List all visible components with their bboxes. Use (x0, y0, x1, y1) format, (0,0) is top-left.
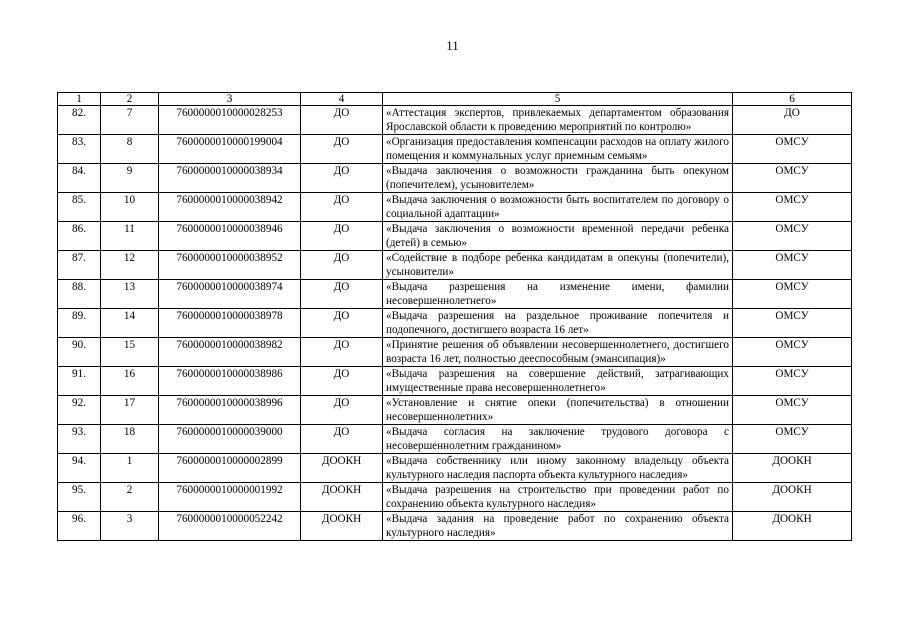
service-name-cell: «Выдача задания на проведение работ по сохранению объекта культурного наследия» (383, 512, 733, 541)
sub-number-cell: 14 (101, 309, 159, 338)
department-cell: ДО (301, 222, 383, 251)
table-row (58, 425, 852, 454)
row-number-cell: 82. (58, 106, 101, 135)
responsible-cell: ОМСУ (733, 396, 852, 425)
sub-number-cell: 11 (101, 222, 159, 251)
service-name-cell: «Выдача согласия на заключение трудового договора с несовершеннолетним гражданином» (383, 425, 733, 454)
service-code-cell: 7600000010000052242 (159, 512, 301, 541)
column-header: 2 (101, 93, 159, 106)
department-cell: ДО (301, 106, 383, 135)
column-header: 5 (383, 93, 733, 106)
sub-number-cell: 2 (101, 483, 159, 512)
service-code-cell: 7600000010000038974 (159, 280, 301, 309)
row-number-cell: 88. (58, 280, 101, 309)
sub-number-cell: 15 (101, 338, 159, 367)
table-row (58, 135, 852, 164)
responsible-cell: ОМСУ (733, 222, 852, 251)
service-name-cell: «Принятие решения об объявлении несовершеннолетнего, достигшего возраста 16 лет, полностью дееспособным (эмансипация)» (383, 338, 733, 367)
responsible-cell: ОМСУ (733, 425, 852, 454)
services-table (57, 92, 852, 541)
header-row (58, 93, 852, 106)
row-number-cell: 94. (58, 454, 101, 483)
responsible-cell: ДООКН (733, 512, 852, 541)
service-code-cell: 7600000010000001992 (159, 483, 301, 512)
service-name-cell: «Выдача заключения о возможности временной передачи ребенка (детей) в семью» (383, 222, 733, 251)
table-row (58, 106, 852, 135)
sub-number-cell: 10 (101, 193, 159, 222)
sub-number-cell: 8 (101, 135, 159, 164)
row-number-cell: 86. (58, 222, 101, 251)
responsible-cell: ОМСУ (733, 338, 852, 367)
table-row (58, 164, 852, 193)
service-name-cell: «Выдача разрешения на раздельное проживание попечителя и подопечного, достигшего возраста 16 лет» (383, 309, 733, 338)
row-number-cell: 90. (58, 338, 101, 367)
department-cell: ДО (301, 309, 383, 338)
department-cell: ДООКН (301, 483, 383, 512)
row-number-cell: 91. (58, 367, 101, 396)
responsible-cell: ДООКН (733, 454, 852, 483)
department-cell: ДО (301, 425, 383, 454)
service-name-cell: «Установление и снятие опеки (попечительства) в отношении несовершеннолетних» (383, 396, 733, 425)
service-code-cell: 7600000010000038952 (159, 251, 301, 280)
sub-number-cell: 17 (101, 396, 159, 425)
department-cell: ДООКН (301, 512, 383, 541)
sub-number-cell: 7 (101, 106, 159, 135)
department-cell: ДООКН (301, 454, 383, 483)
service-code-cell: 7600000010000199004 (159, 135, 301, 164)
row-number-cell: 93. (58, 425, 101, 454)
sub-number-cell: 16 (101, 367, 159, 396)
service-code-cell: 7600000010000028253 (159, 106, 301, 135)
page-number: 11 (446, 38, 459, 53)
row-number-cell: 89. (58, 309, 101, 338)
row-number-cell: 83. (58, 135, 101, 164)
row-number-cell: 87. (58, 251, 101, 280)
service-name-cell: «Выдача разрешения на совершение действий, затрагивающих имущественные права несовершеннолетнего» (383, 367, 733, 396)
row-number-cell: 84. (58, 164, 101, 193)
responsible-cell: ДО (733, 106, 852, 135)
department-cell: ДО (301, 396, 383, 425)
table-row (58, 222, 852, 251)
sub-number-cell: 13 (101, 280, 159, 309)
responsible-cell: ОМСУ (733, 164, 852, 193)
column-header: 6 (733, 93, 852, 106)
department-cell: ДО (301, 164, 383, 193)
service-name-cell: «Содействие в подборе ребенка кандидатам в опекуны (попечители), усыновители» (383, 251, 733, 280)
service-code-cell: 7600000010000038942 (159, 193, 301, 222)
service-code-cell: 7600000010000038946 (159, 222, 301, 251)
responsible-cell: ОМСУ (733, 251, 852, 280)
sub-number-cell: 3 (101, 512, 159, 541)
responsible-cell: ДООКН (733, 483, 852, 512)
department-cell: ДО (301, 251, 383, 280)
responsible-cell: ОМСУ (733, 193, 852, 222)
service-name-cell: «Выдача собственнику или иному законному владельцу объекта культурного наследия паспорта объекта культурного наследия» (383, 454, 733, 483)
service-code-cell: 7600000010000038986 (159, 367, 301, 396)
table-row (58, 367, 852, 396)
column-header: 4 (301, 93, 383, 106)
service-name-cell: «Аттестация экспертов, привлекаемых департаментом образования Ярославской области к проведению мероприятий по контролю» (383, 106, 733, 135)
department-cell: ДО (301, 367, 383, 396)
row-number-cell: 96. (58, 512, 101, 541)
service-code-cell: 7600000010000038934 (159, 164, 301, 193)
table-row (58, 338, 852, 367)
service-code-cell: 7600000010000038996 (159, 396, 301, 425)
table-row (58, 454, 852, 483)
sub-number-cell: 1 (101, 454, 159, 483)
table-row (58, 512, 852, 541)
row-number-cell: 95. (58, 483, 101, 512)
department-cell: ДО (301, 280, 383, 309)
responsible-cell: ОМСУ (733, 367, 852, 396)
responsible-cell: ОМСУ (733, 135, 852, 164)
service-code-cell: 7600000010000039000 (159, 425, 301, 454)
table-row (58, 280, 852, 309)
sub-number-cell: 12 (101, 251, 159, 280)
row-number-cell: 92. (58, 396, 101, 425)
department-cell: ДО (301, 135, 383, 164)
service-name-cell: «Выдача разрешения на строительство при проведении работ по сохранению объекта культурного наследия» (383, 483, 733, 512)
table-row (58, 396, 852, 425)
table-row (58, 483, 852, 512)
service-name-cell: «Выдача заключения о возможности гражданина быть опекуном (попечителем), усыновителем» (383, 164, 733, 193)
sub-number-cell: 9 (101, 164, 159, 193)
service-name-cell: «Организация предоставления компенсации расходов на оплату жилого помещения и коммунальных услуг приемным семьям» (383, 135, 733, 164)
table-row (58, 251, 852, 280)
column-header: 1 (58, 93, 101, 106)
service-code-cell: 7600000010000002899 (159, 454, 301, 483)
service-code-cell: 7600000010000038978 (159, 309, 301, 338)
responsible-cell: ОМСУ (733, 309, 852, 338)
table-row (58, 193, 852, 222)
column-header: 3 (159, 93, 301, 106)
service-code-cell: 7600000010000038982 (159, 338, 301, 367)
service-name-cell: «Выдача разрешения на изменение имени, фамилии несовершеннолетнего» (383, 280, 733, 309)
sub-number-cell: 18 (101, 425, 159, 454)
department-cell: ДО (301, 338, 383, 367)
department-cell: ДО (301, 193, 383, 222)
row-number-cell: 85. (58, 193, 101, 222)
service-name-cell: «Выдача заключения о возможности быть воспитателем по договору о социальной адаптации» (383, 193, 733, 222)
responsible-cell: ОМСУ (733, 280, 852, 309)
table-row (58, 309, 852, 338)
